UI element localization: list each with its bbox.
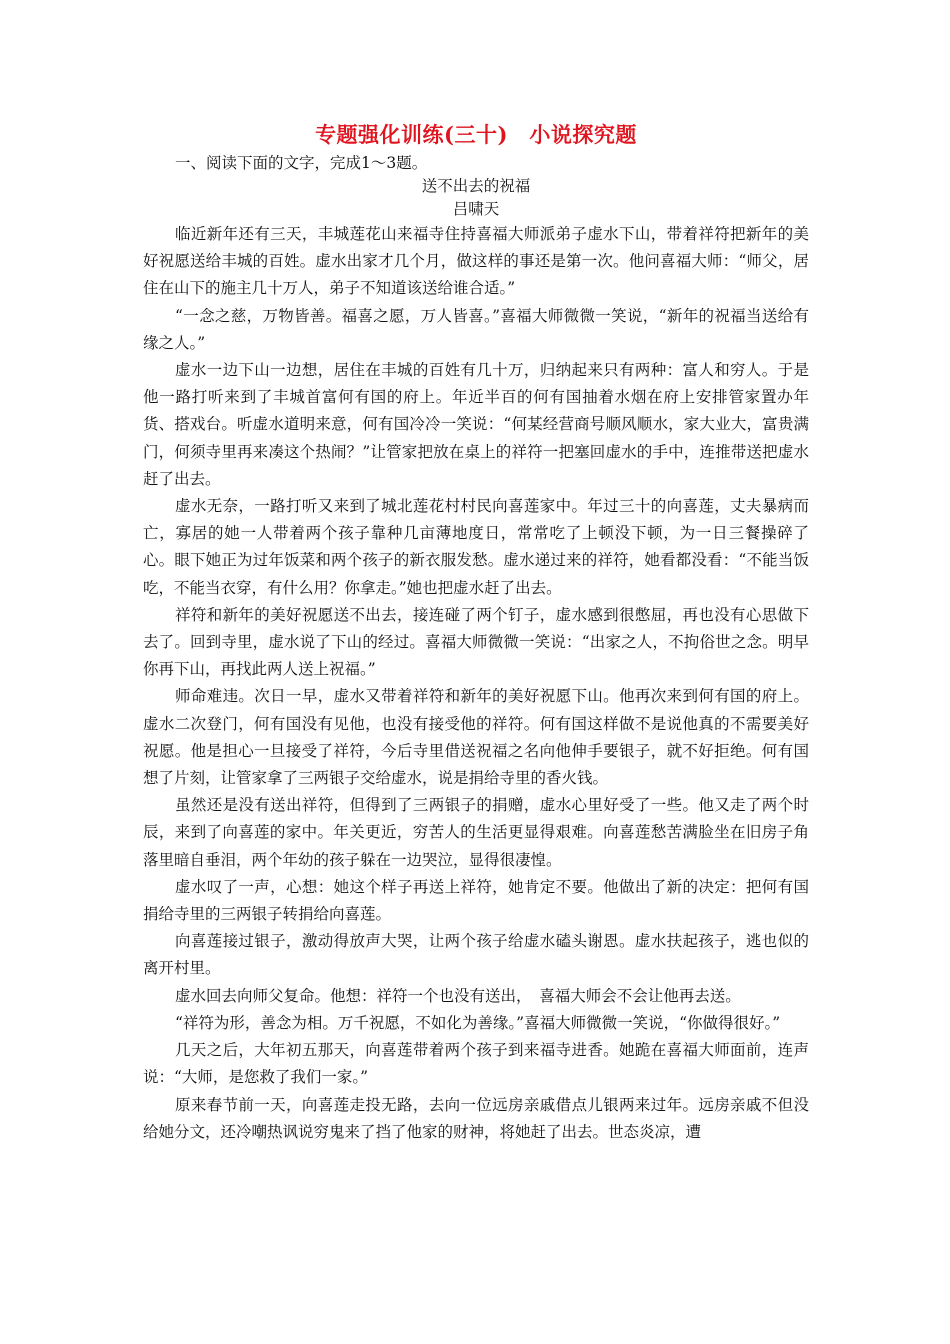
story-paragraph: 虽然还是没有送出祥符，但得到了三两银子的捐赠，虚水心里好受了一些。他又走了两个时辰，来到了向喜莲的家中。年关更近，穷苦人的生活更显得艰难。向喜莲愁苦满脸坐在旧房子角落里暗自垂泪，两个年幼的孩子躲在一边哭泣，显得很凄惶。 — [143, 796, 809, 869]
story-paragraph: 虚水一边下山一边想，居住在丰城的百姓有几十万，归纳起来只有两种：富人和穷人。于是他一路打听来到了丰城首富何有国的府上。年近半百的何有国抽着水烟在府上安排管家置办年货、搭戏台。听虚水道明来意，何有国冷冷一笑说：“何某经营商号顺风顺水，家大业大，富贵满门，何须寺里再来凑这个热闹？”让管家把放在桌上的祥符一把塞回虚水的手中，连推带送把虚水赶了出去。 — [143, 361, 809, 488]
story-paragraph: 虚水无奈，一路打听又来到了城北莲花村村民向喜莲家中。年过三十的向喜莲，丈夫暴病而亡，寡居的她一人带着两个孩子靠种几亩薄地度日，常常吃了上顿没下顿，为一日三餐操碎了心。眼下她正为过年饭菜和两个孩子的新衣服发愁。虚水递过来的祥符，她看都没看：“不能当饭吃，不能当衣穿，有什么用？你拿走。”她也把虚水赶了出去。 — [143, 497, 809, 597]
story-title: 送不出去的祝福 — [421, 177, 531, 195]
story-paragraph: 祥符和新年的美好祝愿送不出去，接连碰了两个钉子，虚水感到很憋屈，再也没有心思做下去了。回到寺里，虚水说了下山的经过。喜福大师微微一笑说：“出家之人，不拘俗世之念。明早你再下山，再找此两人送上祝福。” — [143, 605, 809, 679]
question-instruction: 一、阅读下面的文字，完成1～3题。 — [175, 154, 428, 172]
document-content — [143, 118, 809, 1146]
story-paragraph: 原来春节前一天，向喜莲走投无路，去向一位远房亲戚借点儿银两来过年。远房亲戚不但没给她分文，还冷嘲热讽说穷鬼来了挡了他家的财神，将她赶了出去。世态炎凉，遭 — [143, 1095, 809, 1141]
story-paragraph: 师命难违。次日一早，虚水又带着祥符和新年的美好祝愿下山。他再次来到何有国的府上。虚水二次登门，何有国没有见他，也没有接受他的祥符。何有国这样做不是说他真的不需要美好祝愿。他是担心一旦接受了祥符，今后寺里借送祝福之名向他伸手要银子，就不好拒绝。何有国想了片刻，让管家拿了三两银子交给虚水，说是捐给寺里的香火钱。 — [143, 687, 809, 788]
story-author: 吕啸天 — [452, 200, 500, 218]
story-paragraph: “一念之慈，万物皆善。福喜之愿，万人皆喜。”喜福大师微微一笑说，“新年的祝福当送给有缘之人。” — [143, 306, 809, 352]
story-paragraph: 几天之后，大年初五那天，向喜莲带着两个孩子到来福寺进香。她跪在喜福大师面前，连声说：“大师，是您救了我们一家。” — [143, 1041, 809, 1087]
page-title: 专题强化训练(三十) 小说探究题 — [315, 122, 637, 147]
story-paragraph: “祥符为形，善念为相。万千祝愿，不如化为善缘。”喜福大师微微一笑说，“你做得很好。” — [175, 1013, 781, 1032]
story-paragraph: 临近新年还有三天，丰城莲花山来福寺住持喜福大师派弟子虚水下山，带着祥符把新年的美好祝愿送给丰城的百姓。虚水出家才几个月，做这样的事还是第一次。他问喜福大师：“师父，居住在山下的施主几十万人，弟子不知道该送给谁合适。” — [143, 225, 809, 298]
story-paragraph: 向喜莲接过银子，激动得放声大哭，让两个孩子给虚水磕头谢恩。虚水扶起孩子，逃也似的离开村里。 — [143, 932, 809, 978]
story-paragraph: 虚水回去向师父复命。他想：祥符一个也没有送出， 喜福大师会不会让他再去送。 — [175, 986, 741, 1005]
story-paragraph: 虚水叹了一声，心想：她这个样子再送上祥符，她肯定不要。他做出了新的决定：把何有国捐给寺里的三两银子转捐给向喜莲。 — [143, 877, 809, 924]
